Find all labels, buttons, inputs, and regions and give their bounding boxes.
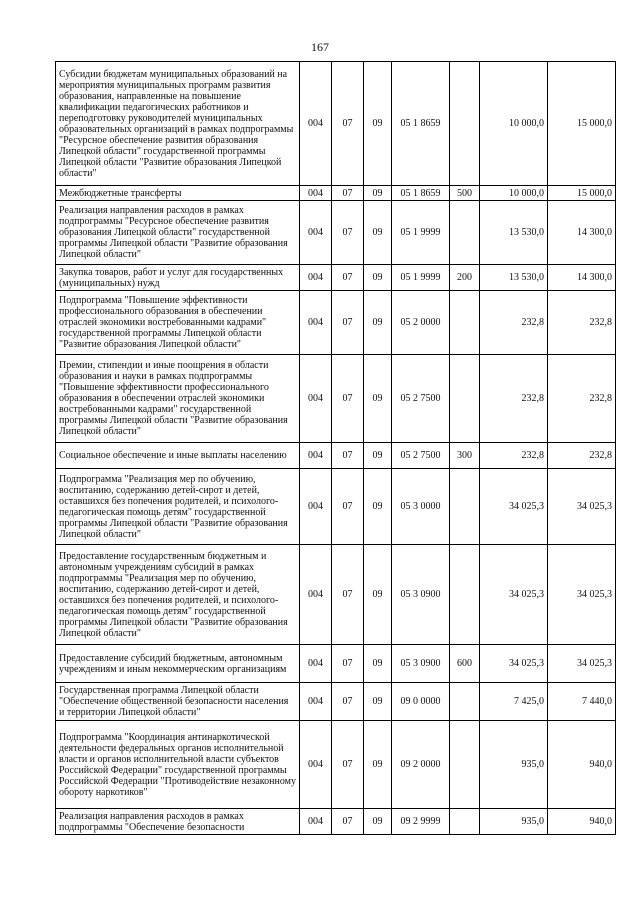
expense-type-code: [450, 721, 480, 809]
amount-year-2: 14 300,0: [548, 265, 616, 291]
amount-year-1: 13 530,0: [480, 265, 548, 291]
ministry-code: 004: [300, 645, 332, 683]
subsection-code: 09: [364, 265, 392, 291]
expense-type-code: [450, 355, 480, 443]
subsection-code: 09: [364, 469, 392, 545]
amount-year-1: 935,0: [480, 809, 548, 835]
target-code: 05 2 7500: [392, 355, 450, 443]
section-code: 07: [332, 201, 364, 265]
ministry-code: 004: [300, 201, 332, 265]
amount-year-1: 34 025,3: [480, 645, 548, 683]
amount-year-1: 232,8: [480, 355, 548, 443]
ministry-code: 004: [300, 545, 332, 645]
table-row: [56, 186, 616, 201]
amount-year-2: 34 025,3: [548, 469, 616, 545]
target-code: 05 1 9999: [392, 265, 450, 291]
target-code: 05 2 7500: [392, 443, 450, 469]
amount-year-1: 7 425,0: [480, 683, 548, 721]
row-name: Реализация направления расходов в рамках подпрограммы "Обеспечение безопасности: [56, 809, 300, 835]
subsection-code: 09: [364, 721, 392, 809]
row-name: Предоставление государственным бюджетным и автономным учреждениям субсидий в рамках подпрограммы "Реализация мер по обучению, воспитанию, содержанию детей-сирот и детей, оставшихся без попечения родителей, и психолого-педагогическая помощь детям" государственной программы Липецкой области "Развитие образования Липецкой области": [56, 545, 300, 645]
target-code: 05 3 0900: [392, 545, 450, 645]
ministry-code: 004: [300, 683, 332, 721]
amount-year-2: 232,8: [548, 355, 616, 443]
row-name: Подпрограмма "Реализация мер по обучению, воспитанию, содержанию детей-сирот и детей, оставшихся без попечения родителей, и психолого-педагогическая помощь детям" государственной программы Липецкой области "Развитие образования Липецкой области": [56, 469, 300, 545]
amount-year-2: 232,8: [548, 443, 616, 469]
subsection-code: 09: [364, 645, 392, 683]
expense-type-code: [450, 545, 480, 645]
ministry-code: 004: [300, 291, 332, 355]
row-name: Премии, стипендии и иные поощрения в области образования и науки в рамках подпрограммы "Повышение эффективности профессионального образования в обеспечении отраслей экономики востребованными кадрами" государственной программы Липецкой области "Развитие образования Липецкой области": [56, 355, 300, 443]
target-code: 09 2 9999: [392, 809, 450, 835]
subsection-code: 09: [364, 545, 392, 645]
table-row: [56, 645, 616, 683]
ministry-code: 004: [300, 265, 332, 291]
amount-year-2: 34 025,3: [548, 545, 616, 645]
page-number: 167: [311, 40, 329, 54]
amount-year-2: 15 000,0: [548, 62, 616, 186]
section-code: 07: [332, 545, 364, 645]
section-code: 07: [332, 265, 364, 291]
amount-year-1: 935,0: [480, 721, 548, 809]
amount-year-1: 13 530,0: [480, 201, 548, 265]
ministry-code: 004: [300, 186, 332, 201]
subsection-code: 09: [364, 683, 392, 721]
table-row: [56, 721, 616, 809]
subsection-code: 09: [364, 201, 392, 265]
ministry-code: 004: [300, 62, 332, 186]
section-code: 07: [332, 809, 364, 835]
row-name: Подпрограмма "Координация антинаркотической деятельности федеральных органов исполнительной власти и органов исполнительной власти субъектов Российской Федерации" государственной программы Российской Федерации "Противодействие незаконному обороту наркотиков": [56, 721, 300, 809]
amount-year-2: 940,0: [548, 809, 616, 835]
table-row: [56, 355, 616, 443]
amount-year-1: 10 000,0: [480, 186, 548, 201]
row-name: Подпрограмма "Повышение эффективности профессионального образования в обеспечении отраслей экономики востребованными кадрами" государственной программы Липецкой области "Развитие образования Липецкой области": [56, 291, 300, 355]
subsection-code: 09: [364, 809, 392, 835]
expense-type-code: 600: [450, 645, 480, 683]
section-code: 07: [332, 355, 364, 443]
table-row: [56, 809, 616, 835]
ministry-code: 004: [300, 721, 332, 809]
target-code: 05 1 9999: [392, 201, 450, 265]
section-code: 07: [332, 186, 364, 201]
section-code: 07: [332, 443, 364, 469]
amount-year-2: 15 000,0: [548, 186, 616, 201]
row-name: Реализация направления расходов в рамках подпрограммы "Ресурсное обеспечение развития образования Липецкой области" государственной программы Липецкой области "Развитие образования Липецкой области": [56, 201, 300, 265]
expense-type-code: [450, 683, 480, 721]
amount-year-2: 14 300,0: [548, 201, 616, 265]
amount-year-1: 10 000,0: [480, 62, 548, 186]
section-code: 07: [332, 291, 364, 355]
expense-type-code: [450, 291, 480, 355]
target-code: 09 2 0000: [392, 721, 450, 809]
subsection-code: 09: [364, 62, 392, 186]
expense-type-code: 500: [450, 186, 480, 201]
amount-year-2: 7 440,0: [548, 683, 616, 721]
expense-type-code: [450, 201, 480, 265]
amount-year-1: 34 025,3: [480, 469, 548, 545]
ministry-code: 004: [300, 809, 332, 835]
section-code: 07: [332, 62, 364, 186]
row-name: Закупка товаров, работ и услуг для государственных (муниципальных) нужд: [56, 265, 300, 291]
table-row: [56, 291, 616, 355]
target-code: 09 0 0000: [392, 683, 450, 721]
target-code: 05 2 0000: [392, 291, 450, 355]
amount-year-1: 232,8: [480, 443, 548, 469]
row-name: Субсидии бюджетам муниципальных образований на мероприятия муниципальных программ развития образования, направленные на повышение квалификации педагогических работников и переподготовку руководителей муниципальных образовательных организаций в рамках подпрограммы "Ресурсное обеспечение развития образования Липецкой области" государственной программы Липецкой области "Развитие образования Липецкой области": [56, 62, 300, 186]
row-name: Государственная программа Липецкой области "Обеспечение общественной безопасности населения и территории Липецкой области": [56, 683, 300, 721]
expense-type-code: 300: [450, 443, 480, 469]
section-code: 07: [332, 721, 364, 809]
section-code: 07: [332, 469, 364, 545]
target-code: 05 3 0900: [392, 645, 450, 683]
expense-type-code: [450, 62, 480, 186]
table-row: [56, 545, 616, 645]
table-row: [56, 265, 616, 291]
amount-year-2: 34 025,3: [548, 645, 616, 683]
section-code: 07: [332, 645, 364, 683]
budget-table: [55, 61, 616, 835]
target-code: 05 1 8659: [392, 62, 450, 186]
table-row: [56, 201, 616, 265]
ministry-code: 004: [300, 443, 332, 469]
table-row: [56, 443, 616, 469]
ministry-code: 004: [300, 355, 332, 443]
amount-year-2: 232,8: [548, 291, 616, 355]
subsection-code: 09: [364, 355, 392, 443]
expense-type-code: 200: [450, 265, 480, 291]
row-name: Межбюджетные трансферты: [56, 186, 300, 201]
table-row: [56, 683, 616, 721]
section-code: 07: [332, 683, 364, 721]
target-code: 05 1 8659: [392, 186, 450, 201]
table-row: [56, 62, 616, 186]
target-code: 05 3 0000: [392, 469, 450, 545]
ministry-code: 004: [300, 469, 332, 545]
amount-year-1: 232,8: [480, 291, 548, 355]
subsection-code: 09: [364, 186, 392, 201]
expense-type-code: [450, 469, 480, 545]
subsection-code: 09: [364, 443, 392, 469]
amount-year-2: 940,0: [548, 721, 616, 809]
subsection-code: 09: [364, 291, 392, 355]
table-row: [56, 469, 616, 545]
row-name: Предоставление субсидий бюджетным, автономным учреждениям и иным некоммерческим организациям: [56, 645, 300, 683]
expense-type-code: [450, 809, 480, 835]
amount-year-1: 34 025,3: [480, 545, 548, 645]
row-name: Социальное обеспечение и иные выплаты населению: [56, 443, 300, 469]
